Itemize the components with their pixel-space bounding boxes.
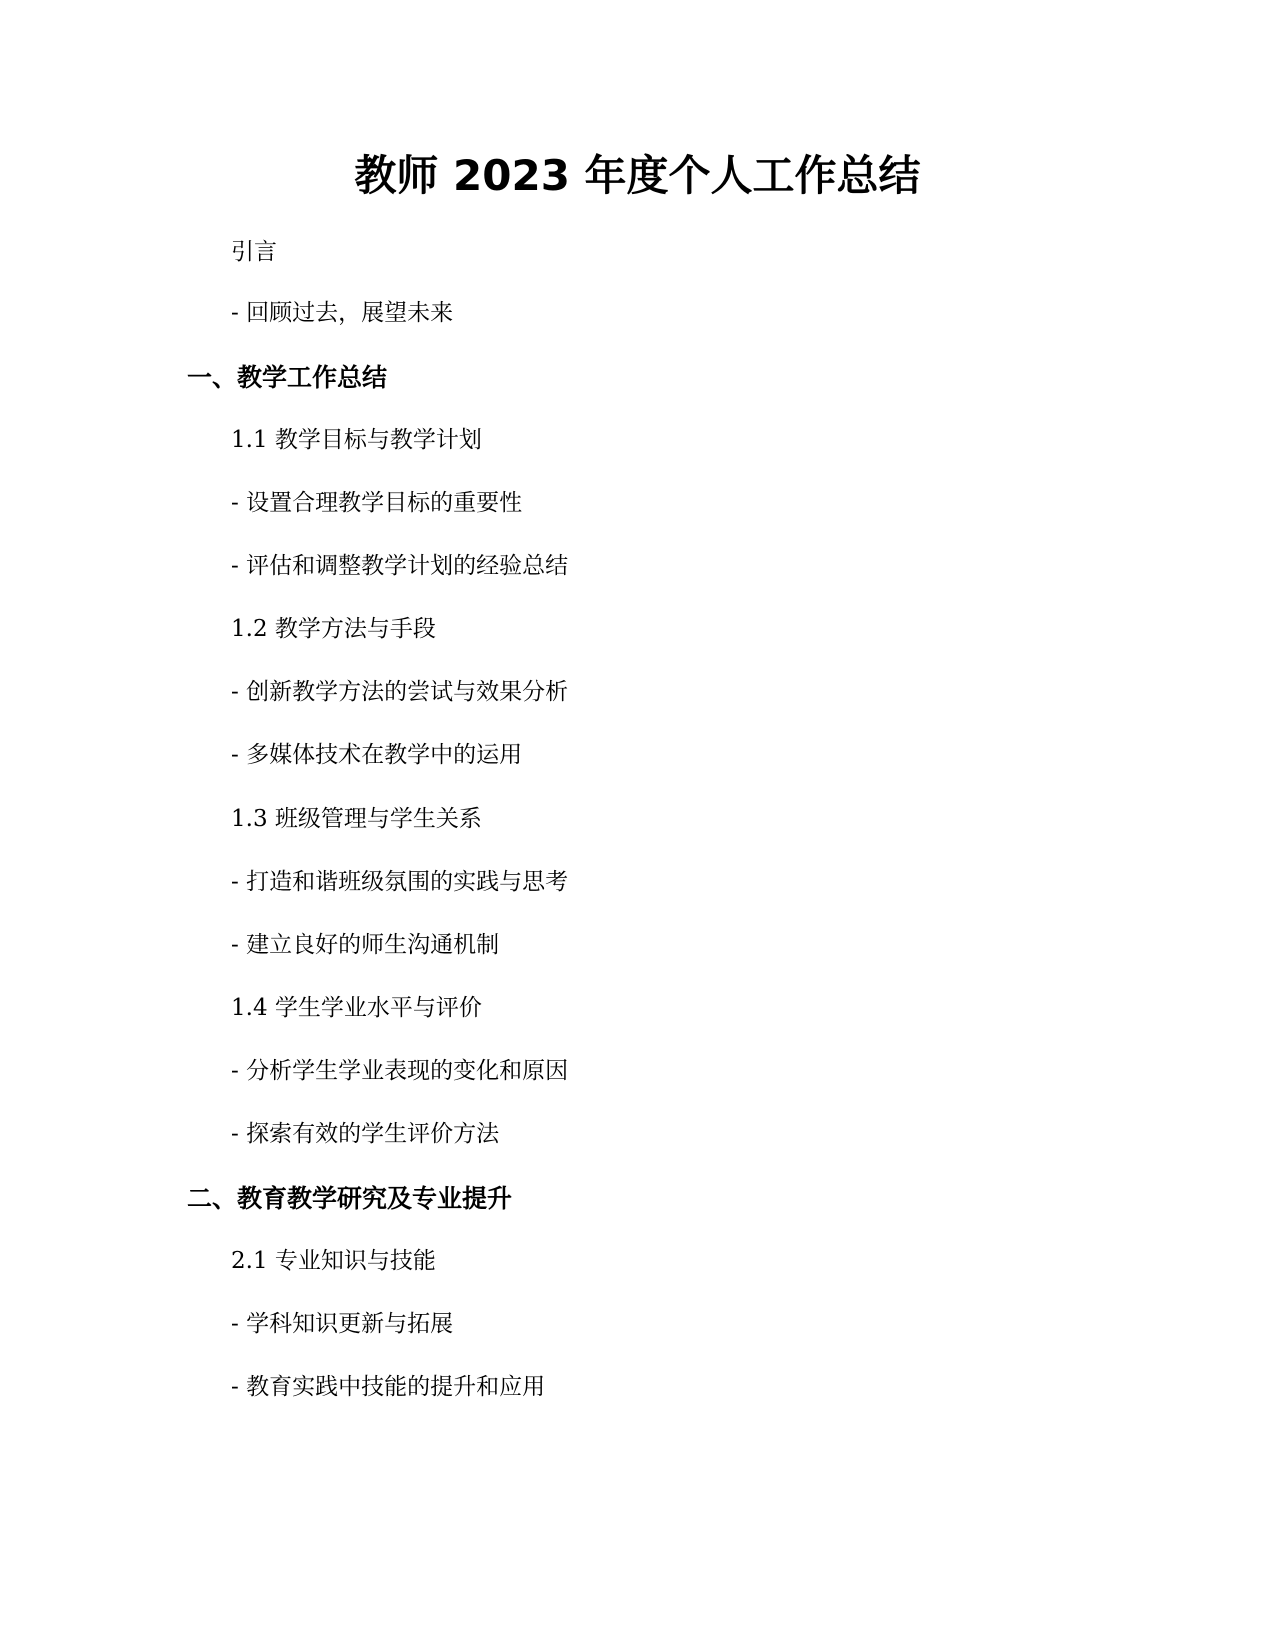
subsection-title: 1.2 教学方法与手段	[231, 616, 436, 642]
bullet-item: - 设置合理教学目标的重要性	[231, 490, 523, 516]
intro-point: - 回顾过去，展望未来	[231, 300, 454, 326]
bullet-item: - 创新教学方法的尝试与效果分析	[231, 679, 569, 705]
intro-label: 引言	[231, 239, 277, 265]
bullet-item: - 建立良好的师生沟通机制	[231, 932, 500, 958]
subsection-title: 1.4 学生学业水平与评价	[231, 995, 482, 1021]
subsection-title: 2.1 专业知识与技能	[231, 1248, 436, 1274]
bullet-item: - 分析学生学业表现的变化和原因	[231, 1058, 569, 1084]
bullet-item: - 教育实践中技能的提升和应用	[231, 1374, 546, 1400]
bullet-item: - 多媒体技术在教学中的运用	[231, 742, 523, 768]
section-heading: 二、教育教学研究及专业提升	[187, 1184, 513, 1213]
bullet-item: - 打造和谐班级氛围的实践与思考	[231, 869, 569, 895]
subsection-title: 1.1 教学目标与教学计划	[231, 427, 482, 453]
subsection-title: 1.3 班级管理与学生关系	[231, 806, 482, 832]
bullet-item: - 评估和调整教学计划的经验总结	[231, 553, 569, 579]
bullet-item: - 探索有效的学生评价方法	[231, 1121, 500, 1147]
bullet-item: - 学科知识更新与拓展	[231, 1311, 454, 1337]
page-title: 教师 2023 年度个人工作总结	[354, 151, 921, 200]
section-heading: 一、教学工作总结	[187, 363, 388, 392]
